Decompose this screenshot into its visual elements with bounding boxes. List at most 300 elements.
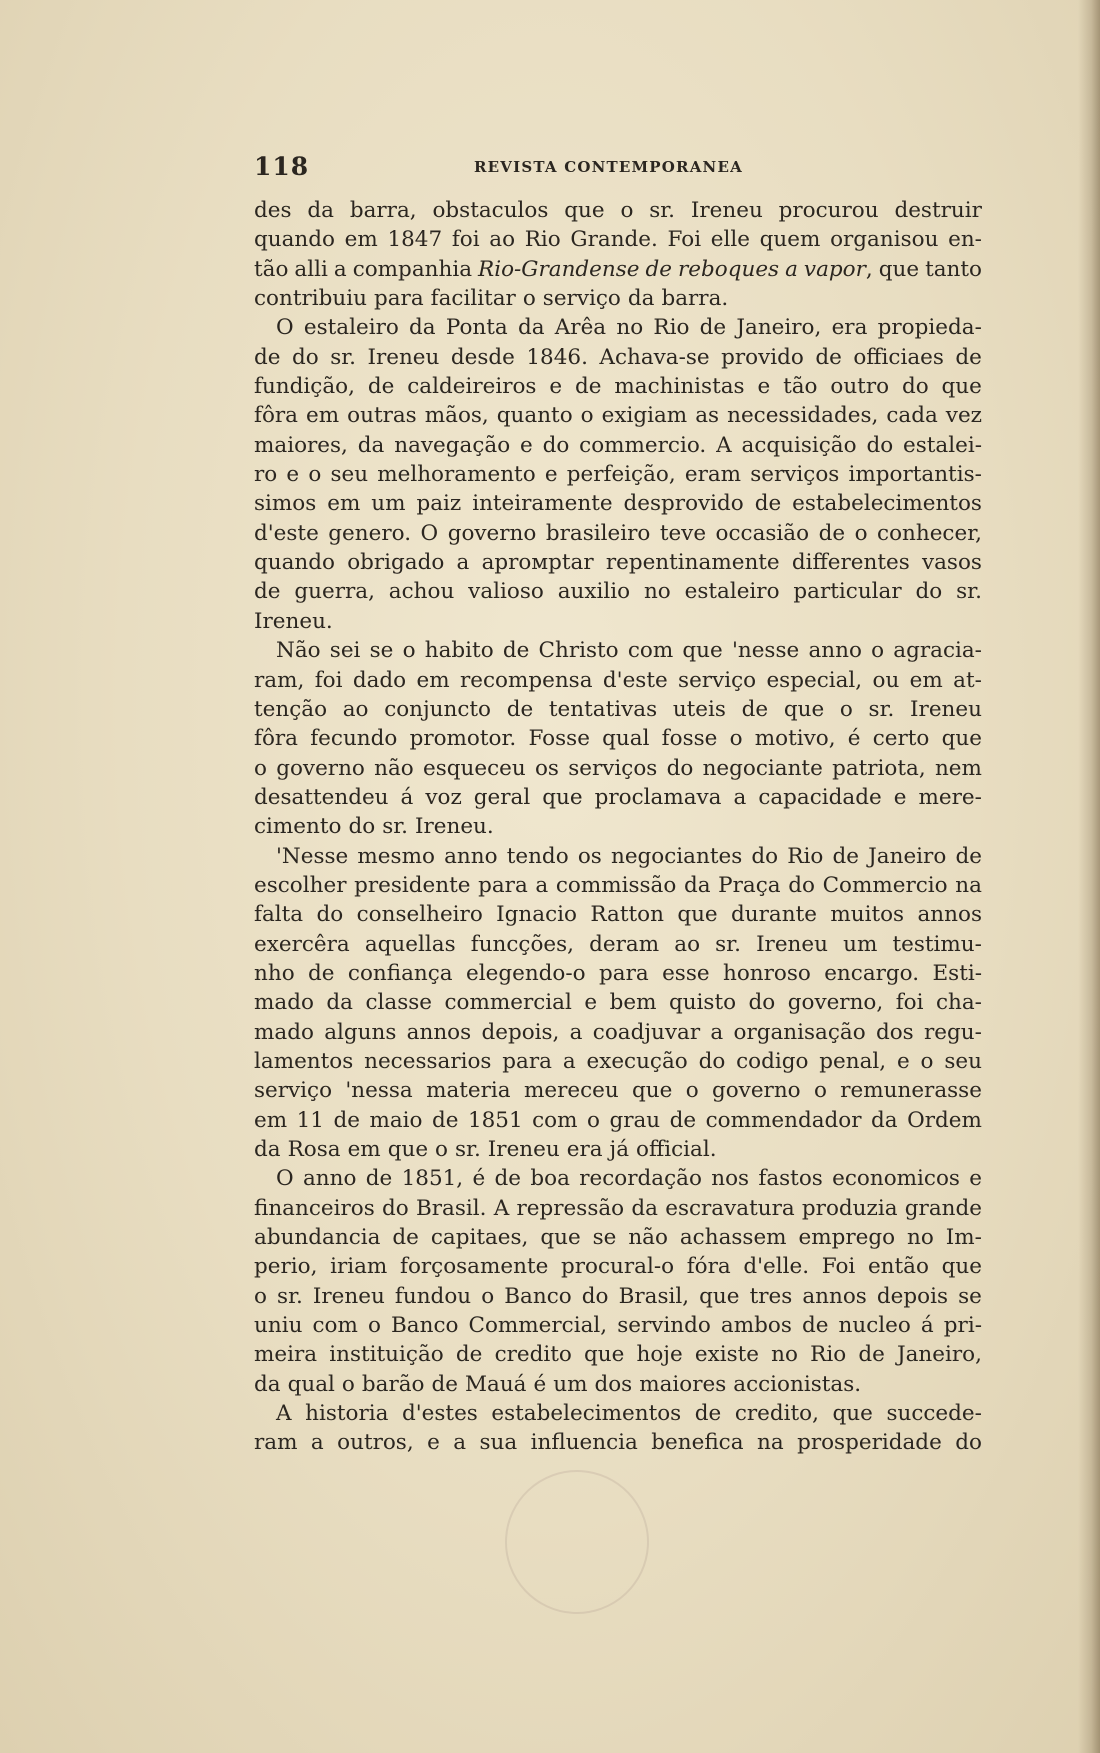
word: Rio: [810, 1342, 847, 1368]
word: estabelecimentos: [792, 491, 982, 517]
word: do: [751, 843, 779, 869]
word: do: [348, 814, 376, 840]
text-line: [254, 724, 982, 753]
text-line: [254, 1047, 982, 1076]
word: fastos: [758, 1166, 823, 1192]
word: o: [435, 1137, 448, 1162]
word: tentativas: [548, 696, 658, 722]
word: o: [620, 198, 634, 223]
word: na: [756, 1430, 784, 1456]
word: accionistas.: [733, 1371, 862, 1397]
word: alli: [294, 256, 328, 282]
word: depois: [876, 1283, 949, 1309]
word: que: [540, 1225, 581, 1251]
word: execução: [586, 1048, 688, 1074]
text-line: [254, 1164, 982, 1193]
word: tres: [749, 1283, 793, 1309]
word: ram: [254, 1430, 298, 1456]
word: outros,: [337, 1430, 414, 1456]
word: de: [858, 1342, 885, 1368]
word: Banco: [504, 1283, 572, 1309]
word: da: [254, 1137, 281, 1162]
word: succede-: [886, 1401, 982, 1427]
word: voz: [425, 784, 462, 810]
word: tão: [254, 256, 289, 282]
word: sr.: [649, 198, 676, 223]
word: no: [771, 1342, 798, 1368]
word: em: [344, 227, 378, 253]
word: remunerasse: [840, 1078, 982, 1104]
word: grande: [904, 1195, 982, 1221]
word: importantis-: [848, 462, 982, 488]
word: A: [493, 1195, 510, 1221]
text-line: [254, 1311, 982, 1340]
text-line: [254, 666, 982, 695]
word: 'Nesse: [276, 843, 349, 869]
italic-word: Rio-Grandense: [478, 256, 640, 282]
word: necessidades,: [727, 403, 879, 429]
word: estaleiro: [303, 315, 399, 341]
word: mesmo: [357, 843, 435, 869]
text-line: [254, 959, 982, 988]
word: differentes: [791, 550, 910, 576]
word: fundou: [394, 1283, 472, 1309]
word: proclamava: [594, 784, 722, 810]
word: no: [643, 579, 671, 605]
word: Ireneu: [367, 344, 440, 370]
word: cimento: [254, 814, 342, 840]
word: confiança: [347, 960, 453, 986]
word: existe: [694, 1342, 759, 1368]
word: o: [854, 520, 868, 546]
word: mado: [254, 1019, 314, 1045]
word: com: [312, 1313, 358, 1339]
word: e: [896, 1048, 910, 1074]
word: tenção: [254, 696, 328, 722]
word: do: [666, 755, 694, 781]
word: é: [533, 1371, 547, 1397]
word: quando: [254, 550, 335, 576]
word: escolher: [254, 872, 347, 898]
word: destruir: [894, 198, 982, 223]
word: não: [374, 755, 414, 781]
word: dado: [352, 667, 407, 693]
word: o: [367, 1313, 381, 1339]
word: um: [371, 491, 406, 517]
word: organisou: [830, 227, 939, 253]
word: do: [748, 990, 776, 1016]
word: o: [871, 638, 885, 664]
word: foi: [895, 990, 924, 1016]
word: motivo,: [754, 726, 836, 752]
text-line: [254, 1428, 982, 1457]
text-line: [254, 1340, 982, 1369]
word: annos: [406, 1019, 472, 1045]
word: da: [307, 198, 334, 223]
word: que: [677, 902, 718, 928]
word: em: [347, 1137, 381, 1162]
word: maiores,: [254, 432, 348, 458]
word: occasião: [715, 520, 810, 546]
word: de: [506, 696, 534, 722]
word: contribuiu: [254, 286, 367, 312]
word: se: [369, 638, 394, 664]
word: geral: [473, 784, 531, 810]
word: instituição: [329, 1342, 444, 1368]
word: d'este: [254, 520, 319, 546]
word: conhecer,: [877, 520, 982, 546]
word: quisto: [668, 990, 737, 1016]
word: auxilio: [557, 579, 631, 605]
word: de: [254, 344, 281, 370]
word: brasileiro: [545, 520, 651, 546]
word: Commercial,: [468, 1313, 608, 1339]
word: Achava-se: [599, 344, 710, 370]
word: tanto: [925, 256, 982, 282]
word: O: [276, 315, 294, 341]
word: de: [832, 843, 859, 869]
word: ao: [674, 931, 701, 957]
word: cha-: [935, 990, 982, 1016]
word: vez: [945, 403, 982, 429]
word: dos: [594, 1371, 633, 1397]
word: fecundo: [310, 726, 398, 752]
word: alguns: [324, 1019, 397, 1045]
word: desattendeu: [254, 784, 389, 810]
word: commendador: [705, 1107, 862, 1133]
word: exigiam: [601, 403, 688, 429]
word: serviço: [542, 286, 621, 312]
word: da: [627, 286, 655, 312]
word: seu: [944, 1048, 982, 1074]
word: e: [544, 462, 558, 488]
text-line: [254, 900, 982, 929]
word: da: [357, 432, 385, 458]
word: d'estes: [402, 1401, 478, 1427]
text-line: [254, 871, 982, 900]
word: do: [581, 1283, 609, 1309]
italic-word: reboques: [678, 256, 780, 282]
word: coadjuvar: [592, 1019, 701, 1045]
word: perfeição,: [566, 462, 676, 488]
word: em: [327, 491, 361, 517]
word: de: [955, 344, 982, 370]
italic-word: de: [645, 256, 673, 282]
text-line: [254, 636, 982, 665]
word: guerra,: [294, 579, 375, 605]
word: cada: [886, 403, 938, 429]
word: Grande.: [570, 227, 658, 253]
text-line: [254, 284, 982, 313]
word: o: [254, 755, 267, 781]
word: o: [341, 1371, 355, 1397]
word: serviços: [750, 462, 840, 488]
word: o: [839, 696, 853, 722]
word: annos: [917, 902, 982, 928]
word: especial,: [766, 667, 863, 693]
word: mere-: [918, 784, 982, 810]
word: quanto: [496, 403, 573, 429]
word: Ireneu: [487, 1137, 560, 1162]
word: negociante: [702, 755, 823, 781]
word: ao: [342, 696, 369, 722]
word: credito,: [734, 1401, 819, 1427]
text-line: [254, 1252, 982, 1281]
word: governo: [447, 520, 537, 546]
word: da: [254, 1371, 281, 1397]
word: barra,: [349, 198, 417, 223]
word: servindo: [617, 1313, 711, 1339]
text-line: [254, 930, 982, 959]
text-line: [254, 343, 982, 372]
text-line: [254, 313, 982, 342]
word: do: [955, 1430, 982, 1456]
word: que: [564, 198, 605, 223]
word: fóra: [686, 1254, 731, 1280]
word: dos: [875, 1019, 914, 1045]
word: ro: [254, 462, 278, 488]
word: já: [609, 1137, 630, 1162]
word: obstaculos: [432, 198, 549, 223]
word: official.: [636, 1137, 717, 1162]
word: de: [669, 1107, 697, 1133]
word: organisação: [733, 1019, 866, 1045]
word: Rosa: [287, 1137, 341, 1162]
word: a: [535, 872, 549, 898]
word: estabelecimentos: [491, 1401, 682, 1427]
word: um: [843, 931, 878, 957]
text-line: [254, 431, 982, 460]
word: que: [832, 1401, 873, 1427]
word: de: [494, 1166, 522, 1192]
word: nem: [934, 755, 982, 781]
word: que: [783, 696, 825, 722]
word: nho: [254, 960, 295, 986]
text-line: [254, 519, 982, 548]
word: 1846.: [526, 344, 588, 370]
word: navegação: [394, 432, 511, 458]
word: Foi: [821, 1254, 856, 1280]
text-line: [254, 783, 982, 812]
word: teve: [659, 520, 707, 546]
word: Janeiro,: [897, 1342, 982, 1368]
word: a: [710, 1019, 724, 1045]
word: 11: [296, 1107, 324, 1133]
word: estaleiro: [684, 579, 780, 605]
word: falta: [254, 902, 304, 928]
word: maio: [369, 1107, 423, 1133]
word: de: [741, 696, 769, 722]
text-line: [254, 489, 982, 518]
word: de: [431, 1107, 459, 1133]
word: se: [592, 1225, 617, 1251]
word: durante: [731, 902, 817, 928]
word: de: [254, 579, 281, 605]
word: repentinamente: [605, 550, 780, 576]
word: desde: [450, 344, 515, 370]
word: nucleo: [838, 1313, 911, 1339]
word: a: [569, 1019, 583, 1045]
word: machinistas: [614, 374, 745, 400]
word: Brasil,: [618, 1283, 690, 1309]
word: sr.: [455, 1137, 481, 1162]
word: da: [326, 990, 353, 1016]
word: do: [866, 432, 894, 458]
word: anno: [302, 1166, 357, 1192]
word: do: [316, 902, 344, 928]
word: iriam: [330, 1254, 388, 1280]
word: officiaes: [853, 344, 944, 370]
word: des: [254, 198, 292, 223]
word: presidente: [354, 872, 471, 898]
word: anno: [808, 638, 862, 664]
word: Janeiro,: [736, 315, 822, 341]
word: de: [392, 1225, 419, 1251]
word: muitos: [830, 902, 905, 928]
word: classe: [365, 990, 433, 1016]
word: A: [276, 1401, 292, 1427]
word: Ordem: [907, 1107, 982, 1133]
word: outro: [830, 374, 890, 400]
word: meira: [254, 1342, 318, 1368]
word: Ratton: [590, 902, 664, 928]
text-line: [254, 754, 982, 783]
word: e: [520, 432, 533, 458]
word: para: [598, 960, 649, 986]
text-line: [254, 988, 982, 1017]
word: de: [333, 1107, 360, 1133]
word: do: [901, 374, 929, 400]
word: maiores: [639, 1371, 727, 1397]
text-line: [254, 372, 982, 401]
word: ram,: [254, 667, 305, 693]
word: encargo.: [824, 960, 920, 986]
word: patriota,: [832, 755, 926, 781]
word: Im-: [945, 1225, 982, 1251]
word: boa: [530, 1166, 570, 1192]
word: as: [695, 403, 720, 429]
word: seu: [330, 462, 369, 488]
word: o: [580, 403, 594, 429]
word: era: [831, 315, 868, 341]
word: Commercio: [822, 872, 948, 898]
word: Ireneu: [756, 931, 828, 957]
word: o: [587, 1107, 600, 1133]
word: Ireneu: [910, 696, 982, 722]
word: d'este: [602, 667, 668, 693]
word: então: [867, 1254, 929, 1280]
word: vasos: [921, 550, 982, 576]
word: do: [788, 872, 815, 898]
word: é: [472, 1166, 486, 1192]
word: de: [955, 843, 982, 869]
word: anno: [444, 843, 498, 869]
word: de: [308, 960, 335, 986]
word: Christo: [538, 638, 619, 664]
word: 'nessa: [345, 1078, 413, 1104]
word: não: [628, 1225, 668, 1251]
word: Rio: [787, 843, 824, 869]
word: á: [920, 1313, 934, 1339]
word: é: [847, 726, 861, 752]
word: Fosse: [528, 726, 590, 752]
word: fôra: [254, 726, 298, 752]
word: Janeiro: [868, 843, 947, 869]
word: na: [955, 872, 982, 898]
word: Mauá: [464, 1371, 527, 1397]
word: commercial: [444, 990, 572, 1016]
word: de: [754, 491, 782, 517]
word: do: [698, 1048, 726, 1074]
word: se: [958, 1283, 982, 1309]
word: que: [584, 1342, 625, 1368]
word: Ignacio: [496, 902, 577, 928]
word: quando: [254, 227, 335, 253]
word: e: [286, 462, 300, 488]
word: bem: [609, 990, 657, 1016]
word: Ireneu.: [414, 814, 494, 840]
text-line: [254, 1135, 982, 1164]
word: 1851: [467, 1107, 523, 1133]
word: que: [941, 726, 982, 752]
word: provido: [721, 344, 804, 370]
word: o: [254, 1283, 267, 1309]
word: governo: [711, 1078, 801, 1104]
word: genero.: [328, 520, 412, 546]
word: da: [871, 1107, 898, 1133]
word: sr.: [868, 696, 895, 722]
text-line: [254, 1194, 982, 1223]
word: sr.: [715, 931, 741, 957]
word: A: [716, 432, 732, 458]
word: quem: [759, 227, 821, 253]
word: acquisição: [741, 432, 857, 458]
word: 1851,: [401, 1166, 464, 1192]
word: agracia-: [893, 638, 982, 664]
word: valioso: [468, 579, 544, 605]
word: á: [400, 784, 414, 810]
word: a: [453, 1430, 467, 1456]
word: historia: [305, 1401, 389, 1427]
word: qual: [287, 1371, 335, 1397]
word: habito: [424, 638, 494, 664]
word: produzia: [801, 1195, 898, 1221]
word: facilitar: [430, 286, 516, 312]
word: influencia: [530, 1430, 638, 1456]
word: esse: [662, 960, 710, 986]
word: abundancia: [254, 1225, 381, 1251]
word: Ireneu: [690, 198, 763, 223]
word: procurou: [778, 198, 879, 223]
word: do: [382, 1195, 409, 1221]
word: economicos: [832, 1166, 960, 1192]
word: os: [534, 755, 559, 781]
word: testimu-: [892, 931, 982, 957]
word: de: [502, 638, 530, 664]
text-line: [254, 460, 982, 489]
word: para: [373, 286, 424, 312]
word: grau: [609, 1107, 661, 1133]
text-line: [254, 812, 982, 841]
word: foi: [314, 667, 343, 693]
word: propieda-: [877, 315, 982, 341]
word: funcções,: [470, 931, 575, 957]
word: tendo: [506, 843, 569, 869]
text-line: [254, 548, 982, 577]
word: elegendo-o: [466, 960, 586, 986]
word: obrigado: [347, 550, 445, 576]
word: uteis: [672, 696, 726, 722]
